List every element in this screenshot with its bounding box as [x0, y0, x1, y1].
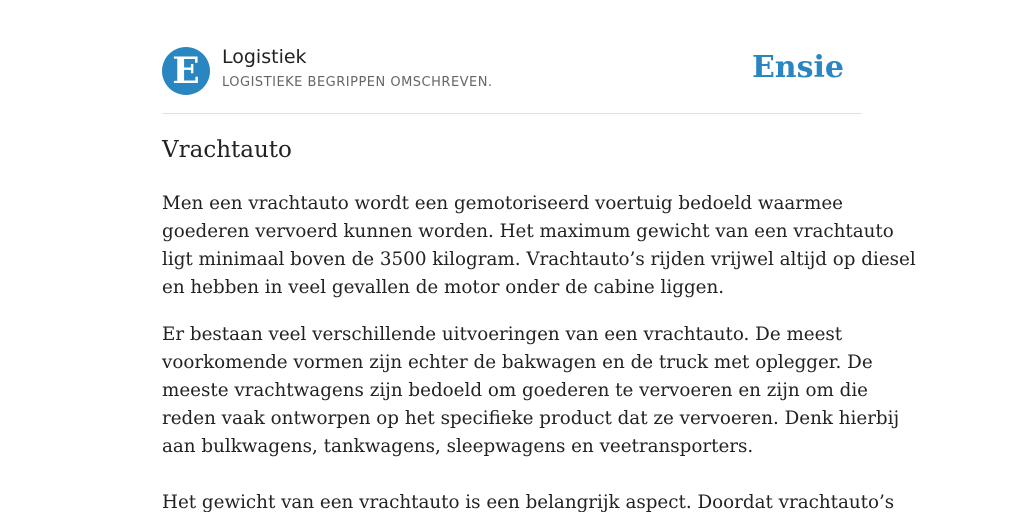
paragraph-line: en hebben in veel gevallen de motor onder de cabine liggen. — [162, 277, 725, 298]
site-logo-icon[interactable]: E — [162, 47, 210, 95]
paragraph-line: voorkomende vormen zijn echter de bakwagen en de truck met oplegger. De — [162, 352, 873, 373]
header-divider — [162, 113, 862, 114]
paragraph-line: aan bulkwagens, tankwagens, sleepwagens en veetransporters. — [162, 436, 754, 457]
paragraph-line: Het gewicht van een vrachtauto is een belangrijk aspect. Doordat vrachtauto’s — [162, 492, 895, 512]
article-paragraph — [162, 489, 894, 512]
ensie-brand-link[interactable]: Ensie — [751, 50, 844, 85]
paragraph-line: reden vaak ontworpen op het specifieke product dat ze vervoeren. Denk hierbij — [162, 408, 900, 429]
article-paragraph — [162, 321, 899, 461]
paragraph-line: goederen vervoerd kunnen worden. Het maximum gewicht van een vrachtauto — [162, 221, 894, 242]
paragraph-line: Er bestaan veel verschillende uitvoeringen van een vrachtauto. De meest — [162, 324, 843, 345]
article-paragraph — [162, 190, 916, 302]
site-header — [162, 46, 862, 96]
site-tagline: LOGISTIEKE BEGRIPPEN OMSCHREVEN. — [222, 75, 493, 90]
paragraph-line: meeste vrachtwagens zijn bedoeld om goederen te vervoeren en zijn om die — [162, 380, 868, 401]
paragraph-line: Men een vrachtauto wordt een gemotoriseerd voertuig bedoeld waarmee — [162, 193, 843, 214]
paragraph-line: ligt minimaal boven de 3500 kilogram. Vrachtauto’s rijden vrijwel altijd op diesel — [162, 249, 916, 270]
article-title: Vrachtauto — [162, 137, 292, 163]
site-title-link[interactable]: Logistiek — [222, 46, 307, 68]
